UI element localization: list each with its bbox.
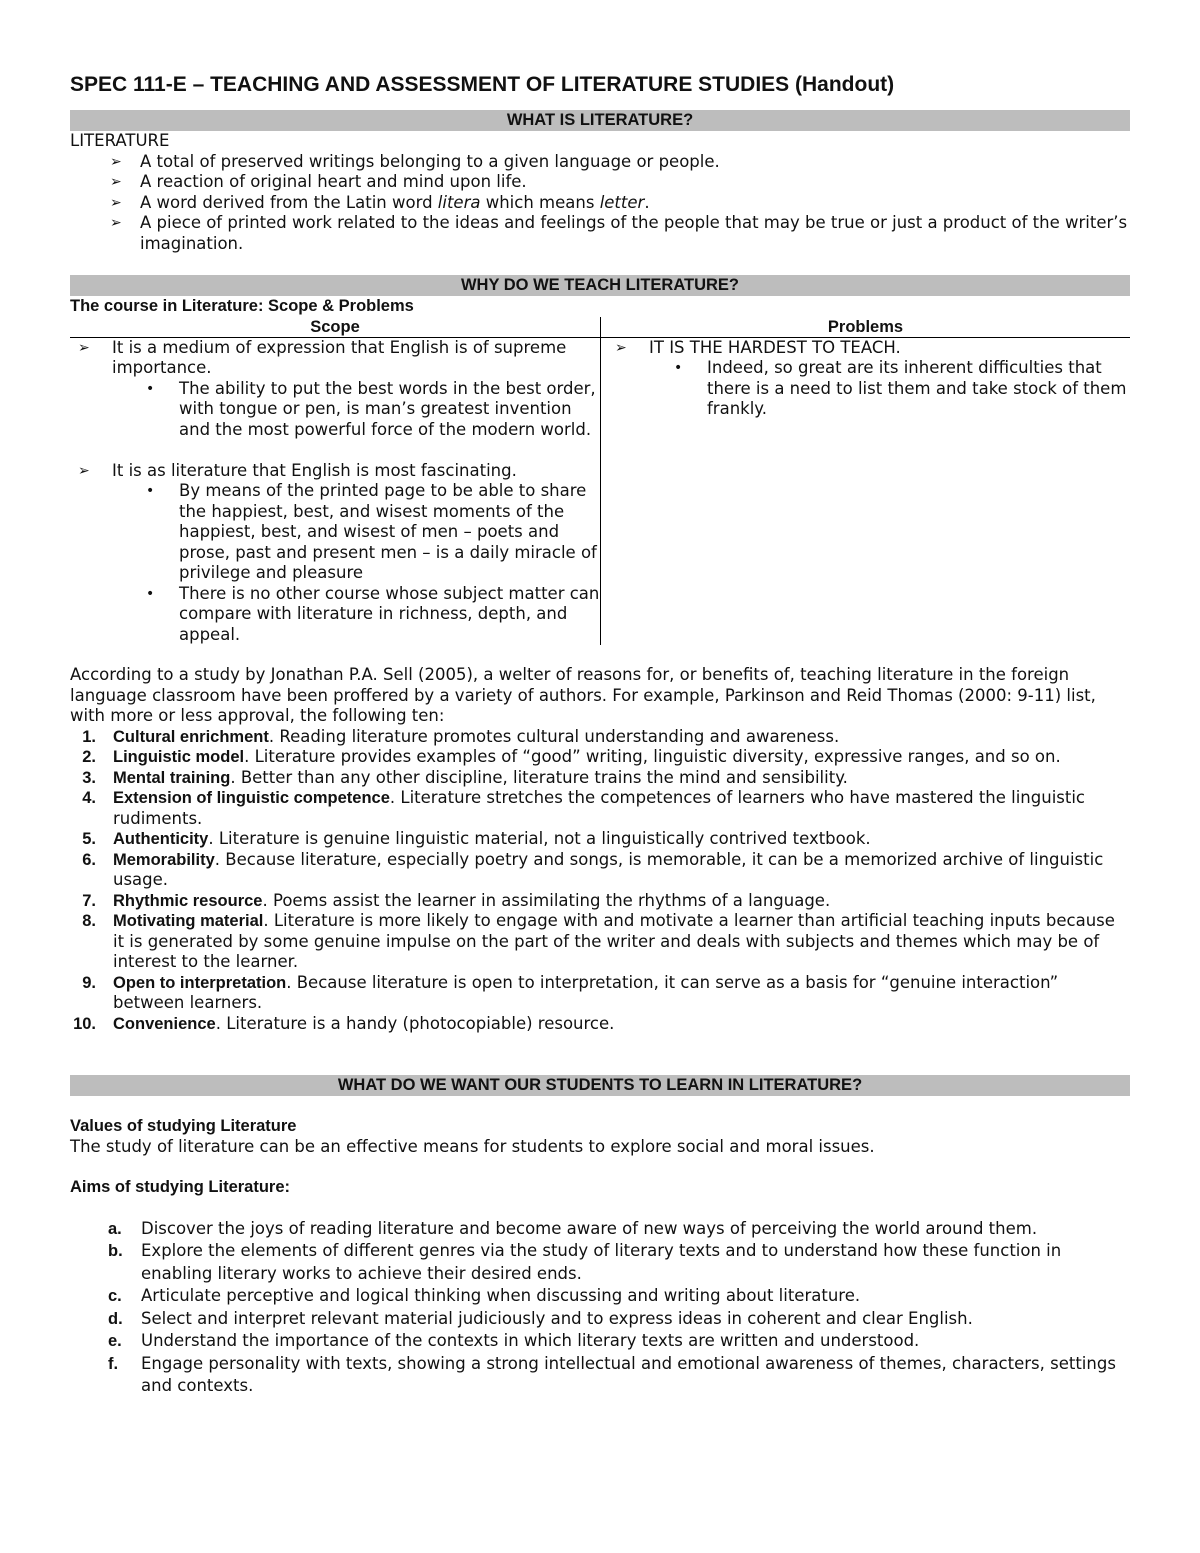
scope-problems-table bbox=[70, 317, 1130, 646]
reasons-list bbox=[70, 727, 1130, 1035]
sell-study-paragraph: According to a study by Jonathan P.A. Sell (2005), a welter of reasons for, or benefits of, teaching literature in the foreign language classroom have been proffered by a variety of authors. For example, Parkinson and Reid Thomas (2000: 9-11) list, with more or less approval, the following ten: bbox=[70, 665, 1096, 725]
list-item: ➢ A total of preserved writings belonging to a given language or people. bbox=[110, 151, 720, 171]
list-item: 4. Extension of linguistic competence. Literature stretches the competences of learners who have mastered the linguistic rudiments. bbox=[82, 788, 1086, 828]
list-item: • By means of the printed page to be able to share the happiest, best, and wisest moments of the happiest, best, and wisest of men – poets and prose, past and present men – is a daily miracle of privilege and pleasure bbox=[146, 481, 597, 582]
list-item: 7. Rhythmic resource. Poems assist the learner in assimilating the rhythms of a language. bbox=[82, 890, 831, 910]
list-item: • There is no other course whose subject matter can compare with literature in richness, depth, and appeal. bbox=[146, 583, 600, 644]
scope-column-header: Scope bbox=[70, 317, 601, 338]
list-item: d. Select and interpret relevant material judiciously and to express ideas in coherent and clear English. bbox=[108, 1308, 973, 1328]
list-item: ➢ A word derived from the Latin word litera which means letter. bbox=[110, 192, 650, 212]
section-heading-what-is-literature: WHAT IS LITERATURE? bbox=[70, 110, 1130, 131]
aims-list bbox=[70, 1218, 1130, 1398]
arrowhead-bullet-icon: ➢ bbox=[110, 153, 122, 170]
problems-column-header: Problems bbox=[601, 317, 1131, 338]
list-item: 9. Open to interpretation. Because literature is open to interpretation, it can serve as a basis for “genuine interaction” between learners. bbox=[82, 972, 1059, 1012]
values-text: The study of literature can be an effective means for students to explore social and moral issues. bbox=[70, 1136, 875, 1156]
section-heading-what-students-learn: WHAT DO WE WANT OUR STUDENTS TO LEARN IN LITERATURE? bbox=[70, 1075, 1130, 1096]
list-item: • The ability to put the best words in the best order, with tongue or pen, is man’s greatest invention and the most powerful force of the modern world. bbox=[146, 378, 596, 439]
section-heading-why-teach-literature: WHY DO WE TEACH LITERATURE? bbox=[70, 275, 1130, 296]
list-item: 10. Convenience. Literature is a handy (photocopiable) resource. bbox=[73, 1013, 615, 1033]
list-item: a. Discover the joys of reading literature and become aware of new ways of perceiving the world around them. bbox=[108, 1218, 1038, 1238]
list-item: ➢ It is a medium of expression that English is of supreme importance. bbox=[78, 337, 567, 377]
dot-bullet-icon: • bbox=[146, 585, 155, 602]
scope-cell bbox=[70, 337, 601, 645]
list-item: ➢ It is as literature that English is most fascinating. bbox=[78, 460, 517, 480]
arrowhead-bullet-icon: ➢ bbox=[110, 215, 122, 231]
problems-cell bbox=[601, 337, 1131, 645]
dot-bullet-icon: • bbox=[674, 360, 683, 376]
list-item: ➢ IT IS THE HARDEST TO TEACH. bbox=[615, 337, 901, 357]
list-item: ➢ A reaction of original heart and mind upon life. bbox=[110, 172, 527, 191]
list-item: c. Articulate perceptive and logical thinking when discussing and writing about literature. bbox=[108, 1286, 861, 1305]
handout-page bbox=[70, 70, 1130, 1398]
list-item: e. Understand the importance of the contexts in which literary texts are written and understood. bbox=[108, 1331, 920, 1350]
list-item: ➢ A piece of printed work related to the ideas and feelings of the people that may be true or just a product of the writer’s imagination. bbox=[110, 213, 1128, 253]
dot-bullet-icon: • bbox=[146, 483, 155, 499]
list-item: 1. Cultural enrichment. Reading literature promotes cultural understanding and awareness. bbox=[82, 726, 840, 746]
list-item: b. Explore the elements of different genres via the study of literary texts and to understand how these function in enabling literary works to achieve their desired ends. bbox=[108, 1241, 1062, 1283]
literature-definitions-list bbox=[70, 152, 1130, 255]
arrowhead-bullet-icon: ➢ bbox=[615, 339, 627, 356]
list-item: f. Engage personality with texts, showing a strong intellectual and emotional awareness of themes, characters, settings and contexts. bbox=[108, 1353, 1116, 1395]
literature-term: LITERATURE bbox=[70, 131, 170, 150]
list-item: 6. Memorability. Because literature, especially poetry and songs, is memorable, it can be a memorized archive of linguistic usage. bbox=[82, 849, 1104, 889]
arrowhead-bullet-icon: ➢ bbox=[110, 194, 122, 211]
list-item: 8. Motivating material. Literature is more likely to engage with and motivate a learner than artificial teaching inputs because it is generated by some genuine impulse on the part of the writer and deals with subjects and themes which may be of interest to the learner. bbox=[82, 911, 1115, 971]
aims-heading: Aims of studying Literature: bbox=[70, 1178, 291, 1196]
list-item: 3. Mental training. Better than any other discipline, literature trains the mind and sensibility. bbox=[82, 767, 848, 787]
list-item: 2. Linguistic model. Literature provides examples of “good” writing, linguistic diversity, expressive ranges, and so on. bbox=[82, 747, 1061, 766]
list-item: 5. Authenticity. Literature is genuine linguistic material, not a linguistically contrived textbook. bbox=[82, 829, 871, 848]
scope-problems-subheading: The course in Literature: Scope & Problems bbox=[70, 297, 414, 315]
dot-bullet-icon: • bbox=[146, 380, 155, 397]
arrowhead-bullet-icon: ➢ bbox=[78, 462, 90, 479]
arrowhead-bullet-icon: ➢ bbox=[110, 174, 122, 190]
values-heading: Values of studying Literature bbox=[70, 1117, 297, 1135]
list-item: • Indeed, so great are its inherent difficulties that there is a need to list them and take stock of them frankly. bbox=[674, 358, 1127, 418]
arrowhead-bullet-icon: ➢ bbox=[78, 339, 90, 356]
page-title: SPEC 111-E – TEACHING AND ASSESSMENT OF LITERATURE STUDIES (Handout) bbox=[70, 73, 895, 96]
